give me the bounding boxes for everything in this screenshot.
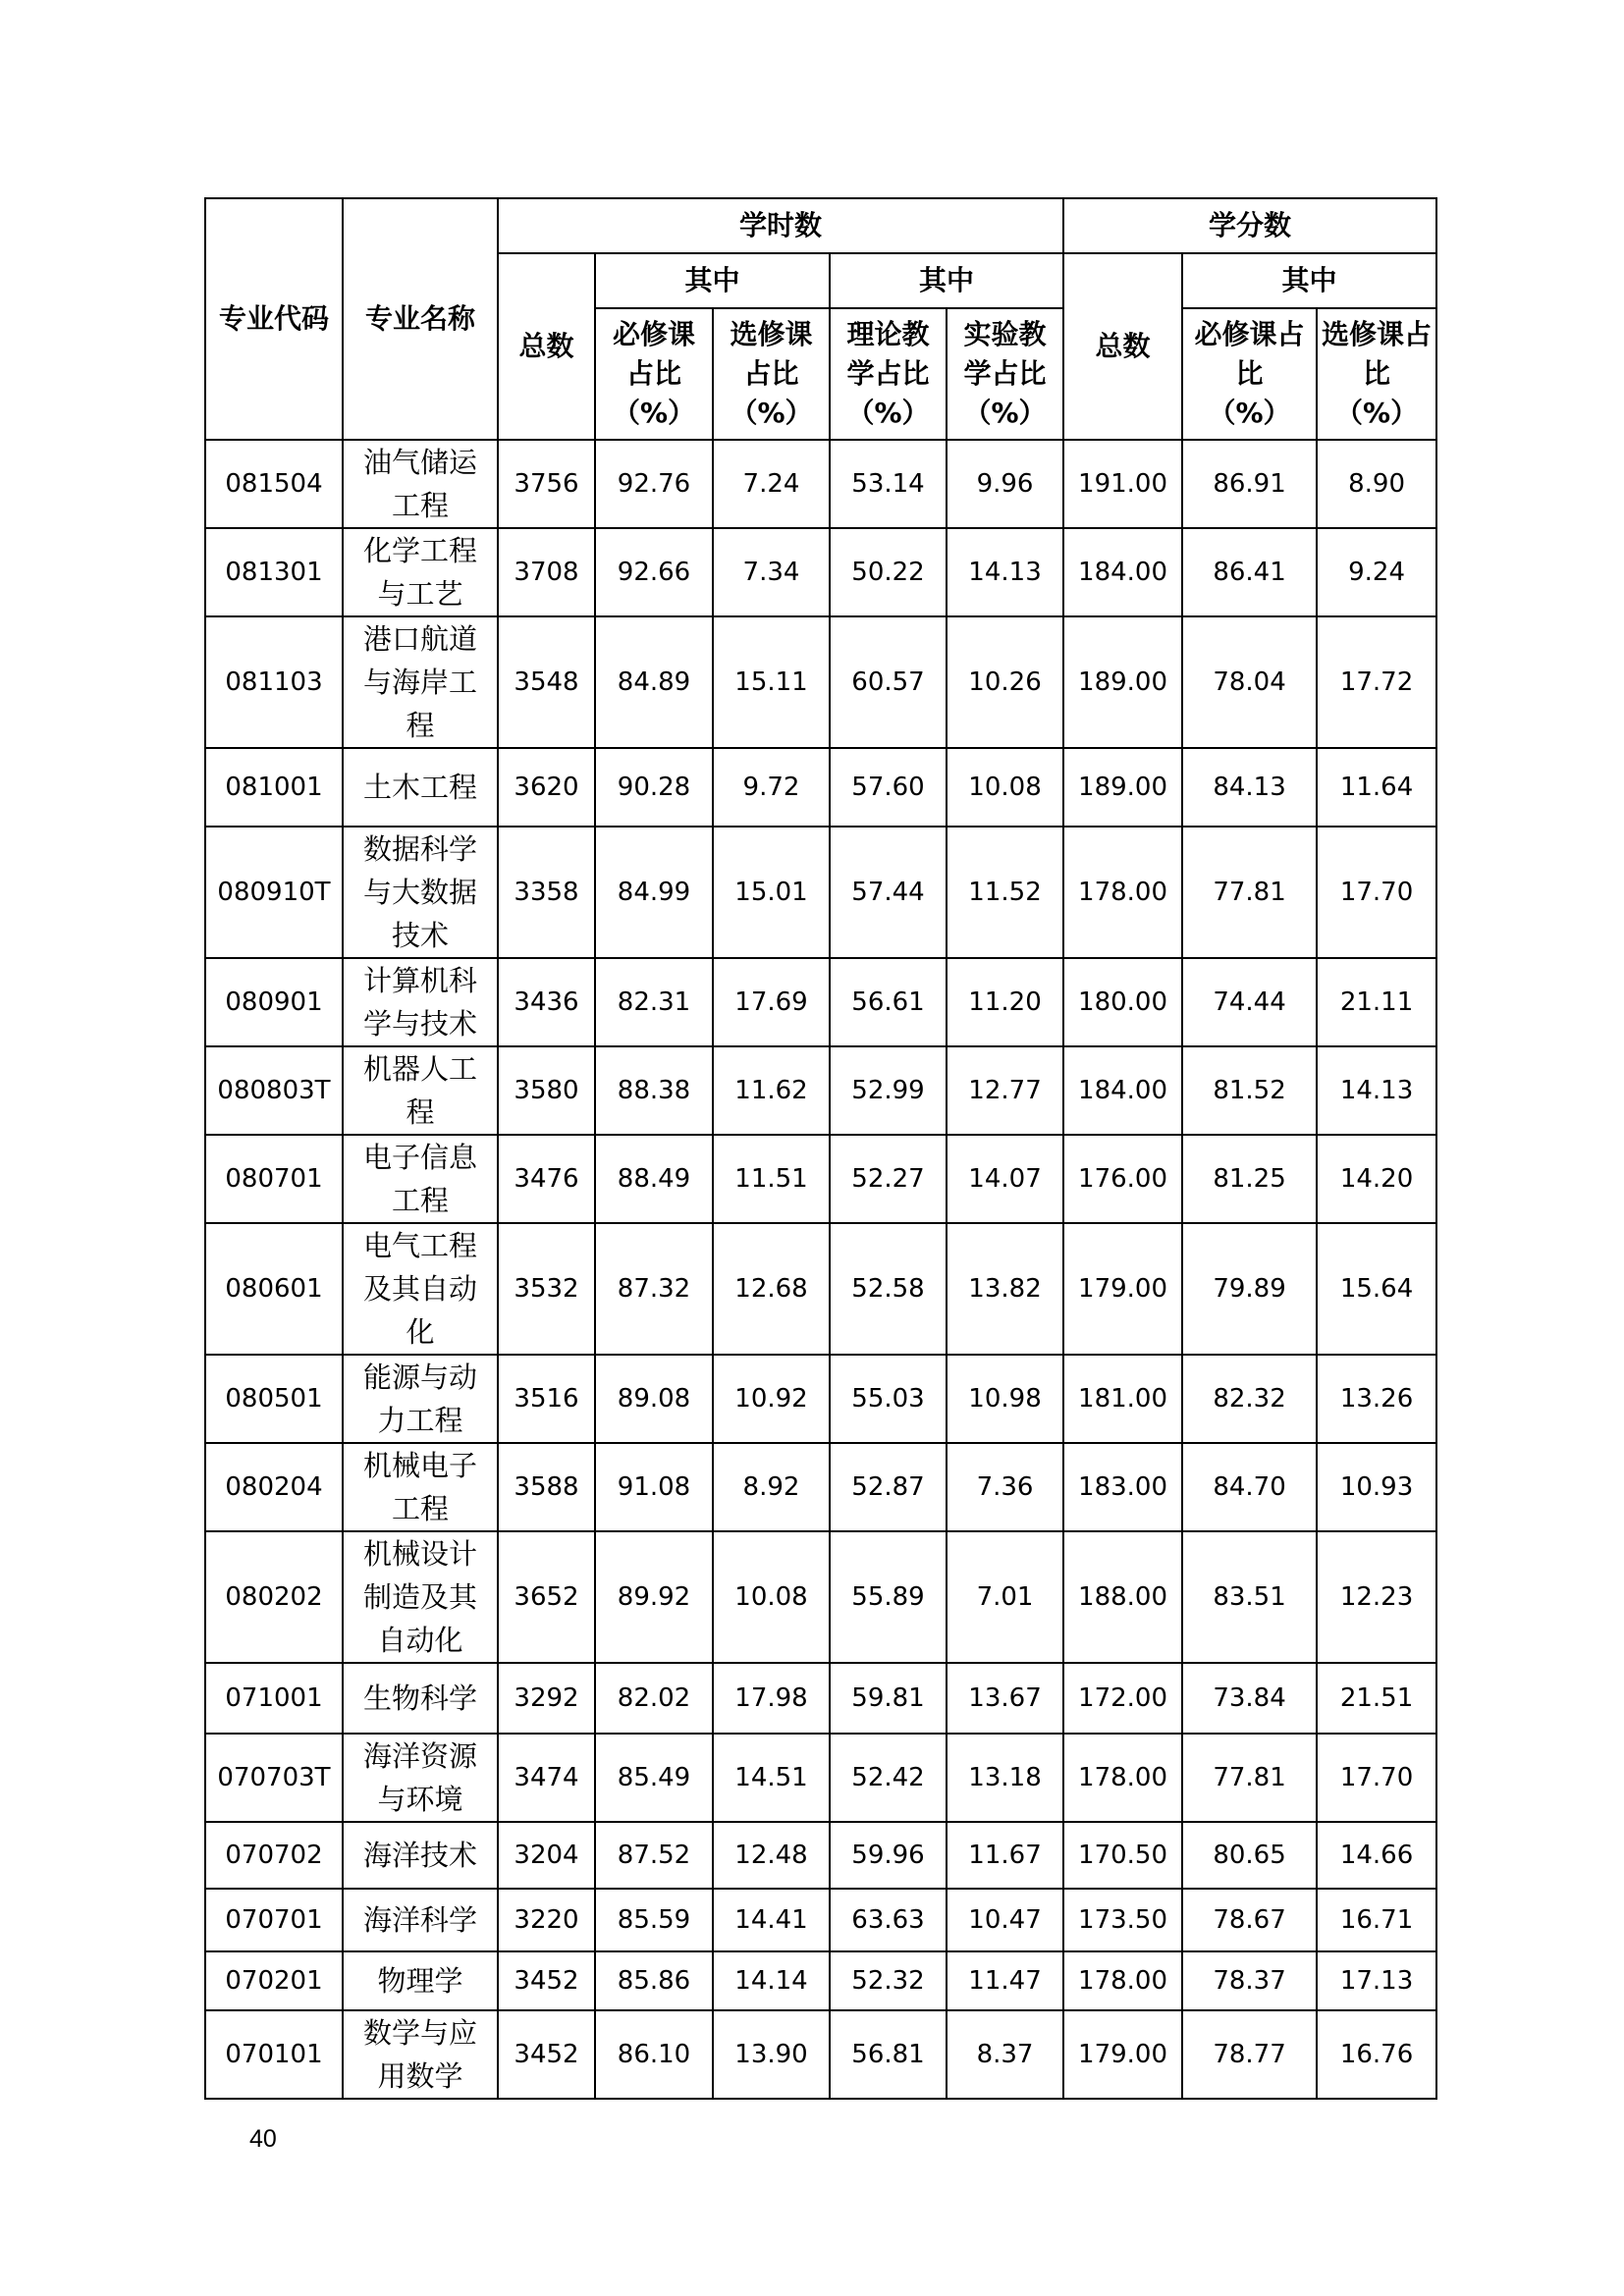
cell-credits-total: 184.00 (1063, 1046, 1182, 1135)
cell-name: 电气工程及其自动化 (343, 1223, 498, 1355)
cell-lab: 11.47 (947, 1951, 1063, 2010)
header-row-groups (205, 198, 1436, 253)
cell-hours-elective: 14.41 (713, 1889, 830, 1951)
percent-unit: （%） (1335, 397, 1419, 429)
cell-theory: 57.44 (830, 827, 947, 958)
cell-credits-total: 189.00 (1063, 616, 1182, 748)
cell-hours-required: 91.08 (595, 1443, 713, 1531)
cell-code: 080601 (205, 1223, 343, 1355)
cell-credits-total: 184.00 (1063, 528, 1182, 616)
table-row (205, 1443, 1436, 1531)
cell-hours-elective: 12.68 (713, 1223, 830, 1355)
cell-hours-total: 3474 (498, 1734, 595, 1822)
cell-code: 070201 (205, 1951, 343, 2010)
header-credits-elective (1317, 308, 1436, 440)
cell-code: 081001 (205, 748, 343, 827)
table-body (205, 440, 1436, 2099)
header-hours-elective (713, 308, 830, 440)
table-row (205, 616, 1436, 748)
cell-credits-required: 82.32 (1182, 1355, 1317, 1443)
cell-name: 机械设计制造及其自动化 (343, 1531, 498, 1663)
cell-credits-elective: 17.70 (1317, 827, 1436, 958)
cell-name: 生物科学 (343, 1663, 498, 1734)
cell-credits-total: 181.00 (1063, 1355, 1182, 1443)
cell-credits-elective: 16.76 (1317, 2010, 1436, 2099)
cell-hours-elective: 7.34 (713, 528, 830, 616)
cell-hours-elective: 7.24 (713, 440, 830, 528)
cell-code: 081504 (205, 440, 343, 528)
cell-hours-required: 92.76 (595, 440, 713, 528)
cell-code: 070101 (205, 2010, 343, 2099)
table-row (205, 1531, 1436, 1663)
cell-hours-total: 3452 (498, 2010, 595, 2099)
cell-theory: 52.99 (830, 1046, 947, 1135)
cell-hours-required: 88.38 (595, 1046, 713, 1135)
cell-hours-required: 87.32 (595, 1223, 713, 1355)
cell-credits-elective: 17.72 (1317, 616, 1436, 748)
cell-lab: 11.20 (947, 958, 1063, 1046)
cell-hours-elective: 14.51 (713, 1734, 830, 1822)
cell-code: 080501 (205, 1355, 343, 1443)
cell-credits-required: 77.81 (1182, 1734, 1317, 1822)
cell-credits-required: 80.65 (1182, 1822, 1317, 1889)
cell-code: 070702 (205, 1822, 343, 1889)
cell-hours-required: 85.86 (595, 1951, 713, 2010)
header-hours-elective-label: 选修课占比 (730, 318, 813, 390)
cell-credits-elective: 14.13 (1317, 1046, 1436, 1135)
cell-credits-required: 83.51 (1182, 1531, 1317, 1663)
cell-lab: 14.07 (947, 1135, 1063, 1223)
cell-hours-total: 3220 (498, 1889, 595, 1951)
cell-credits-elective: 13.26 (1317, 1355, 1436, 1443)
cell-theory: 52.58 (830, 1223, 947, 1355)
cell-lab: 13.82 (947, 1223, 1063, 1355)
cell-credits-required: 78.67 (1182, 1889, 1317, 1951)
cell-hours-elective: 17.98 (713, 1663, 830, 1734)
cell-hours-elective: 11.62 (713, 1046, 830, 1135)
cell-lab: 8.37 (947, 2010, 1063, 2099)
cell-hours-elective: 9.72 (713, 748, 830, 827)
header-credits-total: 总数 (1063, 253, 1182, 440)
header-credits-of-which: 其中 (1182, 253, 1436, 308)
cell-code: 081103 (205, 616, 343, 748)
header-theory-label: 理论教学占比 (846, 318, 930, 390)
cell-hours-elective: 12.48 (713, 1822, 830, 1889)
cell-credits-required: 86.91 (1182, 440, 1317, 528)
program-hours-credits-table (204, 197, 1437, 2100)
cell-hours-total: 3204 (498, 1822, 595, 1889)
table-row (205, 440, 1436, 528)
cell-credits-total: 179.00 (1063, 1223, 1182, 1355)
cell-code: 080910T (205, 827, 343, 958)
cell-name: 海洋技术 (343, 1822, 498, 1889)
cell-credits-total: 172.00 (1063, 1663, 1182, 1734)
table-row (205, 1223, 1436, 1355)
page-number: 40 (249, 2125, 277, 2153)
table-row (205, 528, 1436, 616)
header-lab-label: 实验教学占比 (963, 318, 1047, 390)
cell-credits-elective: 14.66 (1317, 1822, 1436, 1889)
cell-credits-elective: 9.24 (1317, 528, 1436, 616)
header-hours-of-which-a: 其中 (595, 253, 830, 308)
cell-lab: 10.26 (947, 616, 1063, 748)
cell-name: 海洋资源与环境 (343, 1734, 498, 1822)
cell-credits-elective: 8.90 (1317, 440, 1436, 528)
cell-name: 数据科学与大数据技术 (343, 827, 498, 958)
header-theory (830, 308, 947, 440)
cell-code: 080803T (205, 1046, 343, 1135)
table-row (205, 2010, 1436, 2099)
cell-hours-elective: 10.08 (713, 1531, 830, 1663)
header-lab (947, 308, 1063, 440)
cell-credits-required: 81.25 (1182, 1135, 1317, 1223)
cell-code: 071001 (205, 1663, 343, 1734)
cell-theory: 56.61 (830, 958, 947, 1046)
cell-name: 化学工程与工艺 (343, 528, 498, 616)
cell-hours-required: 84.89 (595, 616, 713, 748)
cell-credits-elective: 21.51 (1317, 1663, 1436, 1734)
cell-credits-total: 176.00 (1063, 1135, 1182, 1223)
cell-hours-elective: 14.14 (713, 1951, 830, 2010)
table-row (205, 748, 1436, 827)
table-row (205, 1135, 1436, 1223)
cell-theory: 63.63 (830, 1889, 947, 1951)
cell-name: 油气储运工程 (343, 440, 498, 528)
header-name: 专业名称 (343, 198, 498, 440)
table-row (205, 1663, 1436, 1734)
cell-name: 机械电子工程 (343, 1443, 498, 1531)
cell-name: 电子信息工程 (343, 1135, 498, 1223)
cell-credits-total: 188.00 (1063, 1531, 1182, 1663)
cell-hours-elective: 15.11 (713, 616, 830, 748)
table-row (205, 827, 1436, 958)
cell-hours-required: 89.92 (595, 1531, 713, 1663)
cell-hours-total: 3516 (498, 1355, 595, 1443)
cell-credits-total: 173.50 (1063, 1889, 1182, 1951)
cell-hours-total: 3476 (498, 1135, 595, 1223)
cell-credits-elective: 10.93 (1317, 1443, 1436, 1531)
cell-theory: 59.96 (830, 1822, 947, 1889)
cell-hours-total: 3620 (498, 748, 595, 827)
cell-hours-total: 3292 (498, 1663, 595, 1734)
cell-hours-total: 3548 (498, 616, 595, 748)
percent-unit: （%） (730, 397, 813, 429)
header-code: 专业代码 (205, 198, 343, 440)
cell-hours-required: 89.08 (595, 1355, 713, 1443)
table-row (205, 958, 1436, 1046)
header-credits-required-label: 必修课占比 (1194, 318, 1305, 390)
cell-hours-required: 86.10 (595, 2010, 713, 2099)
cell-credits-elective: 11.64 (1317, 748, 1436, 827)
cell-name: 计算机科学与技术 (343, 958, 498, 1046)
cell-theory: 52.32 (830, 1951, 947, 2010)
header-hours-required-label: 必修课占比 (612, 318, 695, 390)
cell-code: 070703T (205, 1734, 343, 1822)
cell-code: 081301 (205, 528, 343, 616)
cell-hours-total: 3532 (498, 1223, 595, 1355)
cell-credits-elective: 12.23 (1317, 1531, 1436, 1663)
cell-name: 港口航道与海岸工程 (343, 616, 498, 748)
cell-hours-elective: 11.51 (713, 1135, 830, 1223)
cell-credits-total: 178.00 (1063, 1734, 1182, 1822)
cell-credits-required: 73.84 (1182, 1663, 1317, 1734)
cell-theory: 60.57 (830, 616, 947, 748)
header-credits-elective-label: 选修课占比 (1322, 318, 1433, 390)
cell-theory: 52.42 (830, 1734, 947, 1822)
cell-code: 080701 (205, 1135, 343, 1223)
cell-name: 数学与应用数学 (343, 2010, 498, 2099)
cell-hours-total: 3588 (498, 1443, 595, 1531)
percent-unit: （%） (963, 397, 1047, 429)
cell-credits-required: 84.70 (1182, 1443, 1317, 1531)
cell-hours-required: 88.49 (595, 1135, 713, 1223)
cell-hours-total: 3358 (498, 827, 595, 958)
cell-hours-required: 90.28 (595, 748, 713, 827)
percent-unit: （%） (1208, 397, 1291, 429)
cell-hours-required: 92.66 (595, 528, 713, 616)
cell-hours-elective: 8.92 (713, 1443, 830, 1531)
percent-unit: （%） (846, 397, 930, 429)
cell-credits-elective: 17.13 (1317, 1951, 1436, 2010)
cell-lab: 11.67 (947, 1822, 1063, 1889)
cell-hours-total: 3708 (498, 528, 595, 616)
cell-code: 080204 (205, 1443, 343, 1531)
cell-credits-total: 170.50 (1063, 1822, 1182, 1889)
table-row (205, 1889, 1436, 1951)
cell-name: 海洋科学 (343, 1889, 498, 1951)
cell-credits-elective: 15.64 (1317, 1223, 1436, 1355)
cell-theory: 53.14 (830, 440, 947, 528)
cell-code: 070701 (205, 1889, 343, 1951)
cell-credits-elective: 14.20 (1317, 1135, 1436, 1223)
cell-lab: 14.13 (947, 528, 1063, 616)
cell-credits-total: 178.00 (1063, 827, 1182, 958)
cell-credits-required: 74.44 (1182, 958, 1317, 1046)
cell-theory: 52.27 (830, 1135, 947, 1223)
cell-code: 080202 (205, 1531, 343, 1663)
cell-hours-total: 3652 (498, 1531, 595, 1663)
header-hours-total: 总数 (498, 253, 595, 440)
cell-credits-required: 77.81 (1182, 827, 1317, 958)
table-row (205, 1951, 1436, 2010)
cell-lab: 11.52 (947, 827, 1063, 958)
cell-hours-required: 85.49 (595, 1734, 713, 1822)
cell-credits-total: 183.00 (1063, 1443, 1182, 1531)
cell-lab: 10.47 (947, 1889, 1063, 1951)
header-hours-required (595, 308, 713, 440)
cell-lab: 13.67 (947, 1663, 1063, 1734)
cell-hours-elective: 15.01 (713, 827, 830, 958)
cell-credits-elective: 21.11 (1317, 958, 1436, 1046)
cell-theory: 50.22 (830, 528, 947, 616)
cell-hours-elective: 17.69 (713, 958, 830, 1046)
cell-credits-total: 180.00 (1063, 958, 1182, 1046)
cell-hours-elective: 10.92 (713, 1355, 830, 1443)
cell-name: 土木工程 (343, 748, 498, 827)
cell-hours-required: 82.31 (595, 958, 713, 1046)
cell-credits-total: 179.00 (1063, 2010, 1182, 2099)
cell-theory: 52.87 (830, 1443, 947, 1531)
header-credits-required (1182, 308, 1317, 440)
table-row (205, 1734, 1436, 1822)
cell-credits-required: 78.04 (1182, 616, 1317, 748)
table-row (205, 1046, 1436, 1135)
cell-code: 080901 (205, 958, 343, 1046)
cell-name: 机器人工程 (343, 1046, 498, 1135)
cell-hours-total: 3756 (498, 440, 595, 528)
cell-lab: 7.01 (947, 1531, 1063, 1663)
cell-credits-total: 178.00 (1063, 1951, 1182, 2010)
cell-credits-required: 86.41 (1182, 528, 1317, 616)
cell-credits-required: 78.77 (1182, 2010, 1317, 2099)
cell-hours-total: 3436 (498, 958, 595, 1046)
cell-hours-required: 87.52 (595, 1822, 713, 1889)
cell-lab: 10.98 (947, 1355, 1063, 1443)
cell-hours-required: 84.99 (595, 827, 713, 958)
header-hours-group: 学时数 (498, 198, 1063, 253)
cell-theory: 56.81 (830, 2010, 947, 2099)
cell-credits-required: 79.89 (1182, 1223, 1317, 1355)
cell-credits-elective: 16.71 (1317, 1889, 1436, 1951)
table-row (205, 1355, 1436, 1443)
cell-lab: 10.08 (947, 748, 1063, 827)
cell-name: 物理学 (343, 1951, 498, 2010)
cell-credits-required: 81.52 (1182, 1046, 1317, 1135)
cell-hours-total: 3452 (498, 1951, 595, 2010)
cell-lab: 7.36 (947, 1443, 1063, 1531)
cell-hours-required: 85.59 (595, 1889, 713, 1951)
cell-credits-total: 189.00 (1063, 748, 1182, 827)
cell-lab: 9.96 (947, 440, 1063, 528)
percent-unit: （%） (612, 397, 696, 429)
cell-credits-required: 84.13 (1182, 748, 1317, 827)
header-credits-group: 学分数 (1063, 198, 1436, 253)
cell-hours-elective: 13.90 (713, 2010, 830, 2099)
cell-theory: 57.60 (830, 748, 947, 827)
cell-credits-elective: 17.70 (1317, 1734, 1436, 1822)
cell-theory: 59.81 (830, 1663, 947, 1734)
cell-credits-required: 78.37 (1182, 1951, 1317, 2010)
cell-theory: 55.89 (830, 1531, 947, 1663)
cell-hours-required: 82.02 (595, 1663, 713, 1734)
cell-credits-total: 191.00 (1063, 440, 1182, 528)
table-row (205, 1822, 1436, 1889)
cell-lab: 12.77 (947, 1046, 1063, 1135)
cell-theory: 55.03 (830, 1355, 947, 1443)
cell-hours-total: 3580 (498, 1046, 595, 1135)
cell-name: 能源与动力工程 (343, 1355, 498, 1443)
cell-lab: 13.18 (947, 1734, 1063, 1822)
header-hours-of-which-b: 其中 (830, 253, 1063, 308)
